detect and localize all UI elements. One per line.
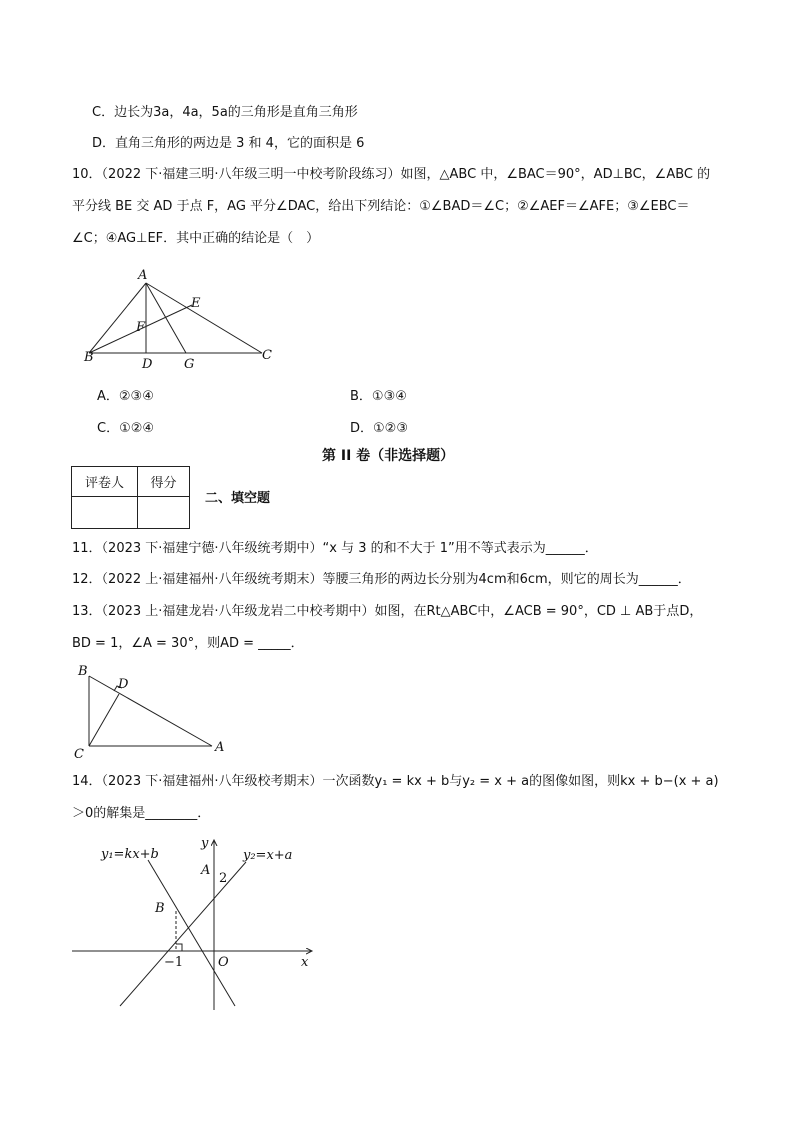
- score-cell: [138, 497, 190, 529]
- grader-label: 评卷人: [72, 467, 138, 497]
- segment-ab: [89, 283, 146, 353]
- q10-stem-line1: 10．（2022 下·福建三明·八年级三明一中校考阶段练习）如图，△ABC 中，∠BAC＝90°，AD⊥BC，∠ABC 的: [72, 167, 711, 182]
- score-box: [71, 466, 190, 529]
- segment-ac: [146, 283, 262, 353]
- q13-stem-line2: BD = 1，∠A = 30°，则AD = _____．: [72, 636, 304, 651]
- q14-label-b: B: [155, 901, 165, 916]
- q10-option-b: B．①③④: [350, 389, 407, 404]
- q10-option-a: A．②③④: [97, 389, 154, 404]
- q14-label-y1: y₁=kx+b: [101, 847, 159, 862]
- segment-ag: [146, 283, 186, 353]
- q13-label-c: C: [74, 747, 84, 762]
- q14-label-origin: O: [218, 955, 229, 970]
- q9-option-d: D．直角三角形的两边是 3 和 4，它的面积是 6: [92, 136, 365, 151]
- q10-option-d: D．①②③: [350, 421, 408, 436]
- q10-stem-line2: 平分线 BE 交 AD 于点 F，AG 平分∠DAC，给出下列结论：①∠BAD＝∠C；②∠AEF＝∠AFE；③∠EBC＝: [72, 199, 690, 214]
- q10-option-c: C．①②④: [97, 421, 155, 436]
- q13-stem-line1: 13．（2023 上·福建龙岩·八年级龙岩二中校考期中）如图，在Rt△ABC中，∠ACB = 90°，CD ⊥ AB于点D，: [72, 604, 703, 619]
- q13-label-a: A: [215, 740, 225, 755]
- q10-label-d: D: [142, 357, 153, 372]
- q14-stem-line2: ＞0的解集是________．: [72, 806, 211, 821]
- volume-title: 第 II 卷（非选择题）: [322, 448, 455, 464]
- q13-label-b: B: [78, 664, 88, 679]
- q12-text: 12．（2022 上·福建福州·八年级统考期末）等腰三角形的两边长分别为4cm和6cm，则它的周长为______．: [72, 572, 691, 587]
- segment-ba: [89, 676, 212, 746]
- q14-label-y-axis: y: [201, 836, 209, 851]
- segment-cd: [89, 694, 119, 746]
- q10-label-a: A: [138, 268, 148, 283]
- q10-label-b: B: [84, 350, 94, 365]
- q14-stem-line1: 14．（2023 下·福建福州·八年级校考期末）一次函数y₁ = kx + b与y₂ = x + a的图像如图，则kx + b−(x + a): [72, 774, 719, 789]
- q14-label-neg-one: −1: [164, 955, 184, 970]
- grader-cell: [72, 497, 138, 529]
- q10-label-g: G: [184, 357, 195, 372]
- q10-label-e: E: [191, 296, 201, 311]
- q11-text: 11．（2023 下·福建宁德·八年级统考期中）“x 与 3 的和不大于 1”用不等式表示为______．: [72, 541, 598, 556]
- right-angle-mark: [176, 944, 182, 951]
- section-heading: 二、填空题: [205, 491, 271, 506]
- q14-label-x-axis: x: [301, 955, 309, 970]
- score-label: 得分: [138, 467, 190, 497]
- q14-label-intercept-2: 2: [219, 871, 228, 886]
- q14-label-y2: y₂=x+a: [243, 848, 293, 863]
- q10-label-c: C: [262, 348, 272, 363]
- q14-label-a: A: [201, 863, 211, 878]
- q10-stem-line3: ∠C；④AG⊥EF．其中正确的结论是（ ）: [72, 231, 320, 246]
- q9-option-c: C．边长为3a，4a，5a的三角形是直角三角形: [92, 105, 358, 120]
- q13-label-d: D: [118, 677, 129, 692]
- q10-label-f: F: [136, 320, 146, 335]
